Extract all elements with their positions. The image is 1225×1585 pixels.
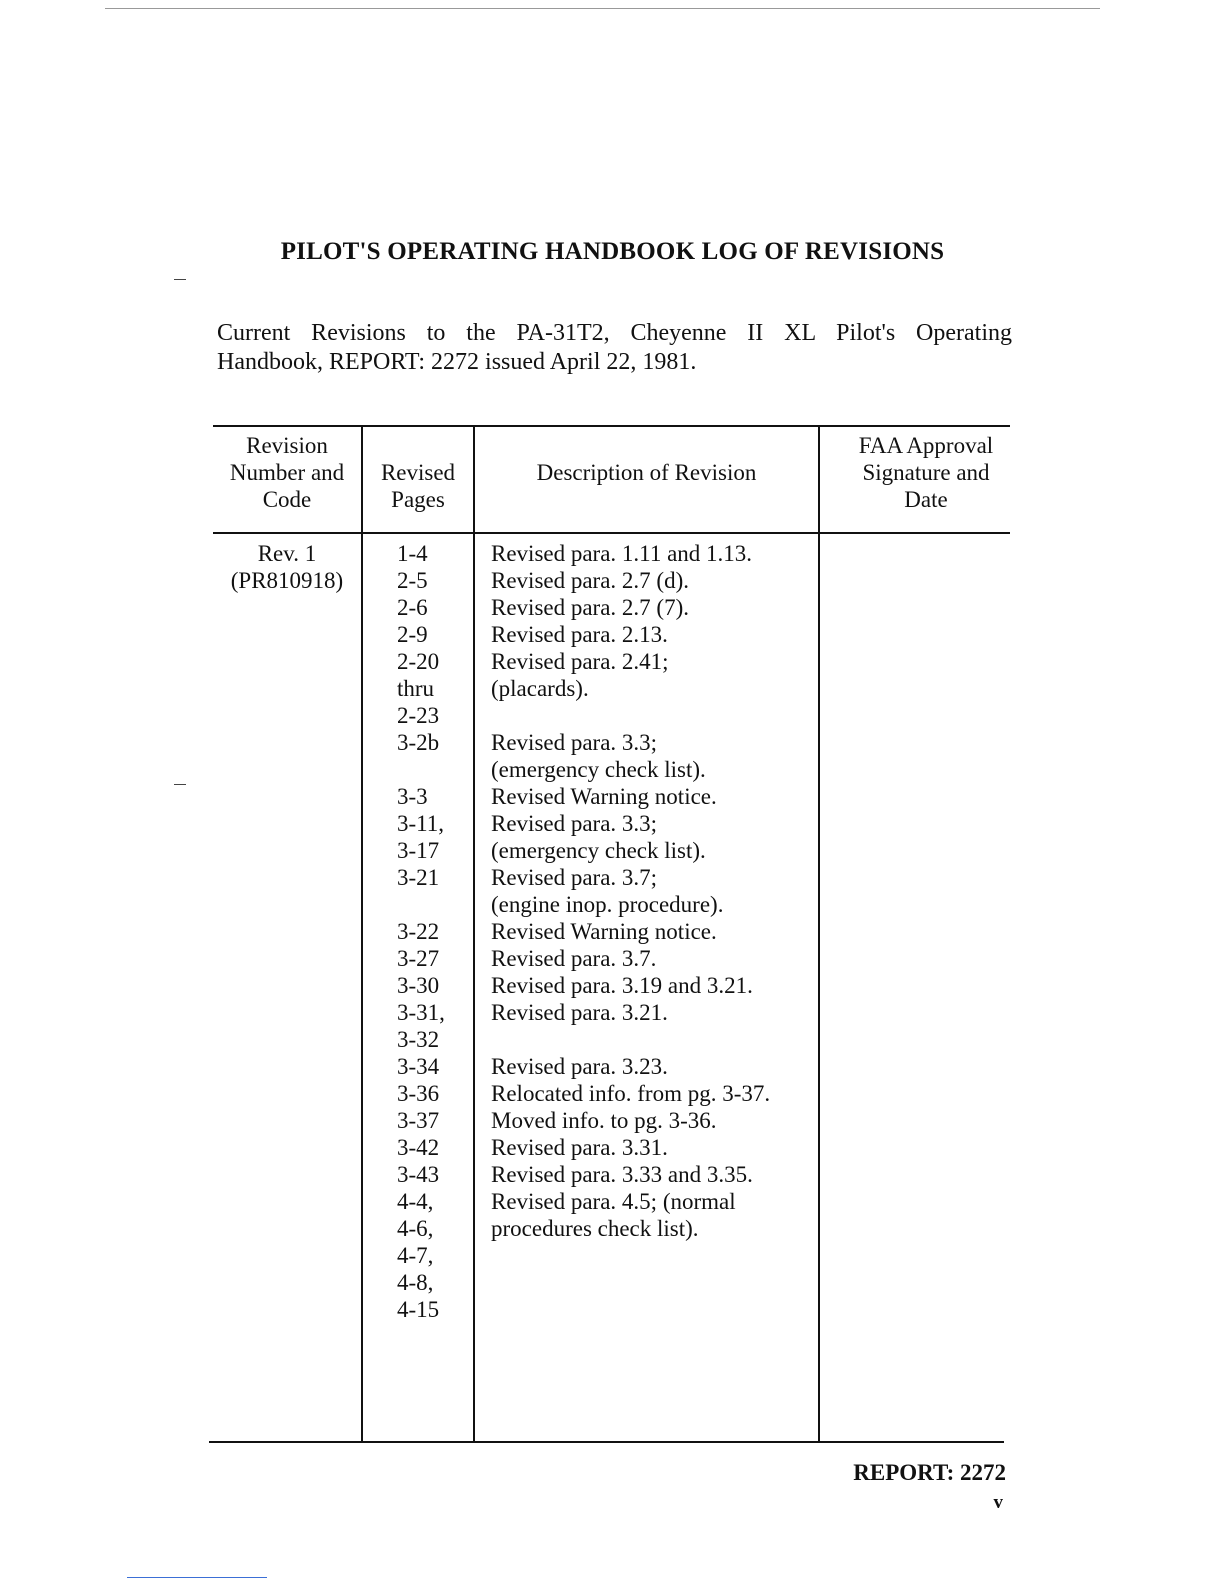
revised-page-entry: 3-27	[397, 946, 440, 971]
revision-description-entry	[491, 1269, 821, 1296]
revision-description-entry: Revised para. 3.33 and 3.35.	[491, 1162, 753, 1187]
revised-page-entry: 3-17	[397, 838, 440, 863]
revised-page-entry: 3-32	[397, 1027, 440, 1052]
revision-description-entry: procedures check list).	[491, 1216, 699, 1241]
revised-page-entry: thru	[397, 676, 435, 701]
revision-description-entry	[491, 1242, 821, 1269]
revised-page-entry: 2-6	[397, 595, 428, 620]
revision-description-entry: Revised para. 3.7.	[491, 946, 657, 971]
revision-description-entry: Revised para. 4.5; (normal	[491, 1189, 736, 1214]
revision-description-entry: (emergency check list).	[491, 757, 706, 782]
revised-page-entry: 3-43	[397, 1162, 440, 1187]
revised-page-entry: 3-22	[397, 919, 440, 944]
revision-description-entry: Revised para. 2.7 (d).	[491, 568, 689, 593]
description-column	[491, 540, 821, 1323]
intro-line-2: Handbook, REPORT: 2272 issued April 22, 1981.	[217, 349, 697, 375]
revision-description-entry: Revised para. 3.31.	[491, 1135, 668, 1160]
page-number: v	[993, 1492, 1003, 1513]
table-top-rule	[213, 425, 1010, 427]
revised-page-entry: 4-8,	[397, 1270, 434, 1295]
revision-description-entry: Revised para. 3.3;	[491, 730, 658, 755]
revised-page-entry	[397, 756, 473, 783]
revised-page-entry: 2-5	[397, 568, 428, 593]
table-header-rule	[213, 532, 1010, 534]
revision-description-entry	[491, 1026, 821, 1053]
header-faa-approval: FAA Approval Signature and Date	[858, 433, 994, 512]
revision-description-entry: Revised para. 3.23.	[491, 1054, 668, 1079]
bottom-rule	[127, 1577, 267, 1578]
margin-revision-mark	[174, 784, 186, 785]
top-rule	[105, 8, 1100, 9]
revision-description-entry: Revised para. 3.7;	[491, 865, 658, 890]
page-title: PILOT'S OPERATING HANDBOOK LOG OF REVISIONS	[280, 238, 945, 265]
revision-description-entry: (emergency check list).	[491, 838, 706, 863]
revision-description-entry: Revised para. 3.19 and 3.21.	[491, 973, 753, 998]
revised-page-entry: 4-6,	[397, 1216, 434, 1241]
revised-page-entry: 3-37	[397, 1108, 440, 1133]
revision-description-entry: Revised para. 2.13.	[491, 622, 668, 647]
intro-paragraph	[217, 319, 1012, 377]
revised-page-entry: 3-36	[397, 1081, 440, 1106]
revision-number: Rev. 1	[257, 541, 317, 566]
revised-page-entry: 3-21	[397, 865, 440, 890]
revision-description-entry	[491, 702, 821, 729]
revision-cell	[213, 540, 361, 594]
revision-description-entry: Revised para. 2.7 (7).	[491, 595, 689, 620]
margin-revision-mark	[174, 279, 186, 280]
revision-description-entry: Revised Warning notice.	[491, 784, 717, 809]
revision-description-entry: Revised para. 3.3;	[491, 811, 658, 836]
report-number: REPORT: 2272	[853, 1460, 1006, 1485]
header-revision-number: Revision Number and Code	[229, 433, 345, 512]
revision-description-entry: Revised para. 3.21.	[491, 1000, 668, 1025]
header-revised-pages: Revised Pages	[380, 460, 456, 512]
revision-description-entry: (placards).	[491, 676, 589, 701]
revised-page-entry: 3-34	[397, 1054, 440, 1079]
revised-page-entry	[397, 891, 473, 918]
revision-description-entry: Revised para. 2.41;	[491, 649, 669, 674]
revised-pages-column	[397, 540, 473, 1323]
revised-page-entry: 3-42	[397, 1135, 440, 1160]
revision-description-entry: (engine inop. procedure).	[491, 892, 724, 917]
revised-page-entry: 4-7,	[397, 1243, 434, 1268]
revised-page-entry: 2-23	[397, 703, 440, 728]
revision-description-entry: Relocated info. from pg. 3-37.	[491, 1081, 771, 1106]
revision-description-entry	[491, 1296, 821, 1323]
revision-description-entry: Revised Warning notice.	[491, 919, 717, 944]
revised-page-entry: 2-9	[397, 622, 428, 647]
table-bottom-rule	[209, 1441, 1004, 1443]
revision-description-entry: Revised para. 1.11 and 1.13.	[491, 541, 753, 566]
revised-page-entry: 3-30	[397, 973, 440, 998]
revised-page-entry: 3-3	[397, 784, 428, 809]
revised-page-entry: 3-11,	[397, 811, 445, 836]
column-divider	[361, 425, 363, 1442]
revised-page-entry: 4-15	[397, 1297, 440, 1322]
revised-page-entry: 3-31,	[397, 1000, 445, 1025]
revised-page-entry: 2-20	[397, 649, 440, 674]
revision-description-entry: Moved info. to pg. 3-36.	[491, 1108, 717, 1133]
revised-page-entry: 3-2b	[397, 730, 440, 755]
header-description: Description of Revision	[536, 460, 757, 485]
revised-page-entry: 1-4	[397, 541, 428, 566]
column-divider	[473, 425, 475, 1442]
revised-page-entry: 4-4,	[397, 1189, 434, 1214]
intro-line-1: Current Revisions to the PA-31T2, Cheyenne II XL Pilot's Operating	[217, 320, 1012, 346]
revision-code: (PR810918)	[230, 568, 344, 593]
